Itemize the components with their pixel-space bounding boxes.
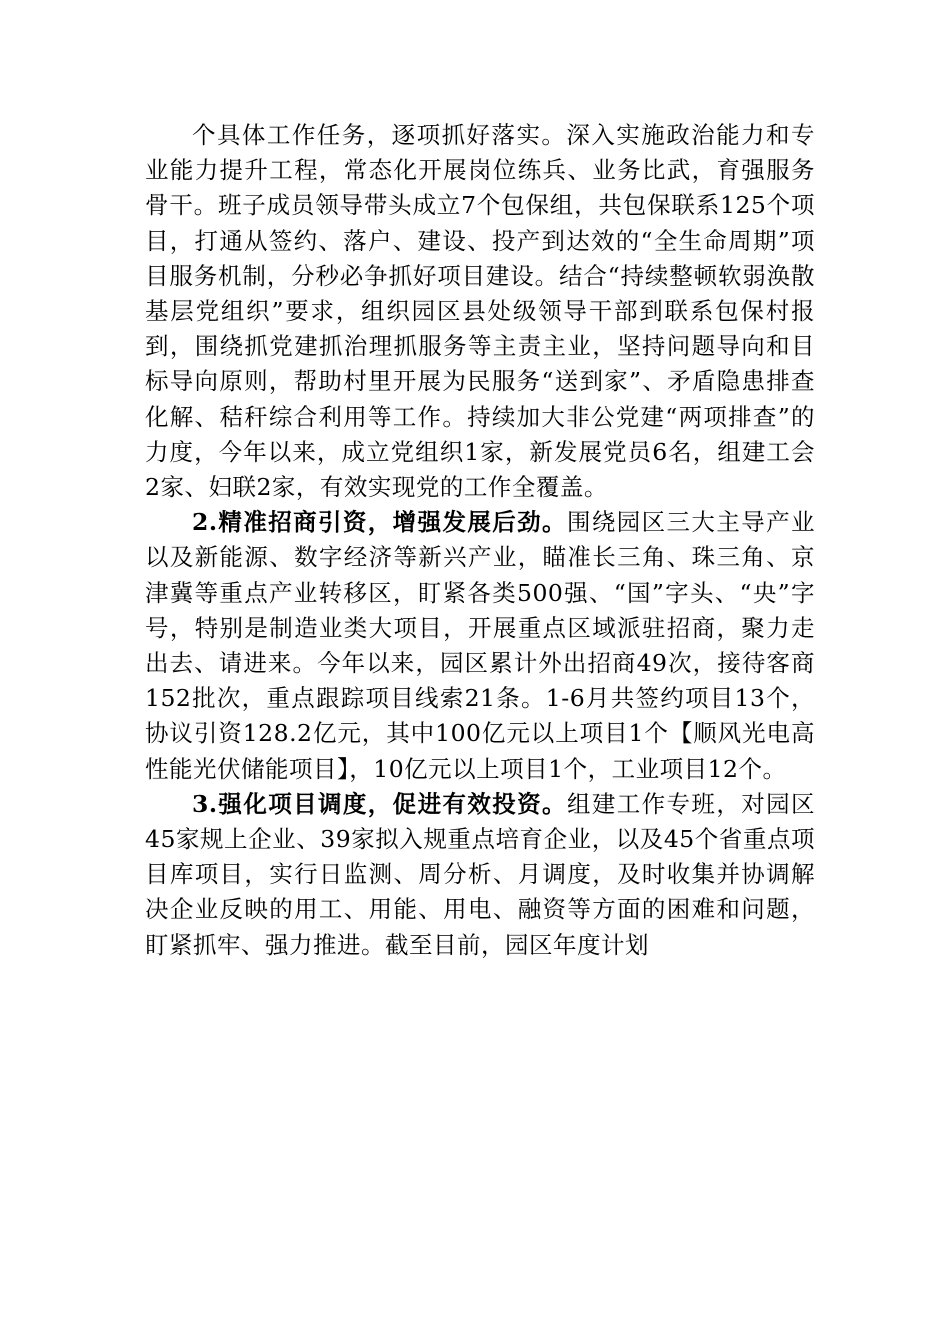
paragraph-project-scheduling: [145, 787, 815, 963]
paragraph-text: 围绕园区三大主导产业以及新能源、数字经济等新兴产业，瞄准长三角、珠三角、京津冀等重点产业转移区，盯紧各类500强、“国”字头、“央”字号，特别是制造业类大项目，开展重点区域派驻招商，聚力走出去、请进来。今年以来，园区累计外出招商49次，接待客商152批次，重点跟踪项目线索21条。1-6月共签约项目13个，协议引资128.2亿元，其中100亿元以上项目1个【顺风光电高性能光伏储能项目】，10亿元以上项目1个，工业项目12个。: [145, 508, 815, 783]
paragraph-party-building: [145, 118, 815, 505]
paragraph-heading: 2.精准招商引资，增强发展后劲。: [192, 508, 567, 537]
paragraph-text: 个具体工作任务，逐项抓好落实。深入实施政治能力和专业能力提升工程，常态化开展岗位练兵、业务比武，育强服务骨干。班子成员领导带头成立7个包保组，共包保联系125个项目，打通从签约、落户、建设、投产到达效的“全生命周期”项目服务机制，分秒必争抓好项目建设。结合“持续整顿软弱涣散基层党组织”要求，组织园区县处级领导干部到联系包保村报到，围绕抓党建抓治理抓服务等主责主业，坚持问题导向和目标导向原则，帮助村里开展为民服务“送到家”、矛盾隐患排查化解、秸秆综合利用等工作。持续加大非公党建“两项排查”的力度，今年以来，成立党组织1家，新发展党员6名，组建工会2家、妇联2家，有效实现党的工作全覆盖。: [145, 121, 815, 502]
document-body: [145, 118, 815, 963]
paragraph-heading: 3.强化项目调度，促进有效投资。: [192, 789, 567, 818]
paragraph-text: 组建工作专班，对园区45家规上企业、39家拟入规重点培育企业，以及45个省重点项目库项目，实行日监测、周分析、月调度，及时收集并协调解决企业反映的用工、用能、用电、融资等方面的困难和问题，盯紧抓牢、强力推进。截至目前，园区年度计划: [145, 789, 815, 959]
paragraph-investment-attraction: [145, 505, 815, 787]
